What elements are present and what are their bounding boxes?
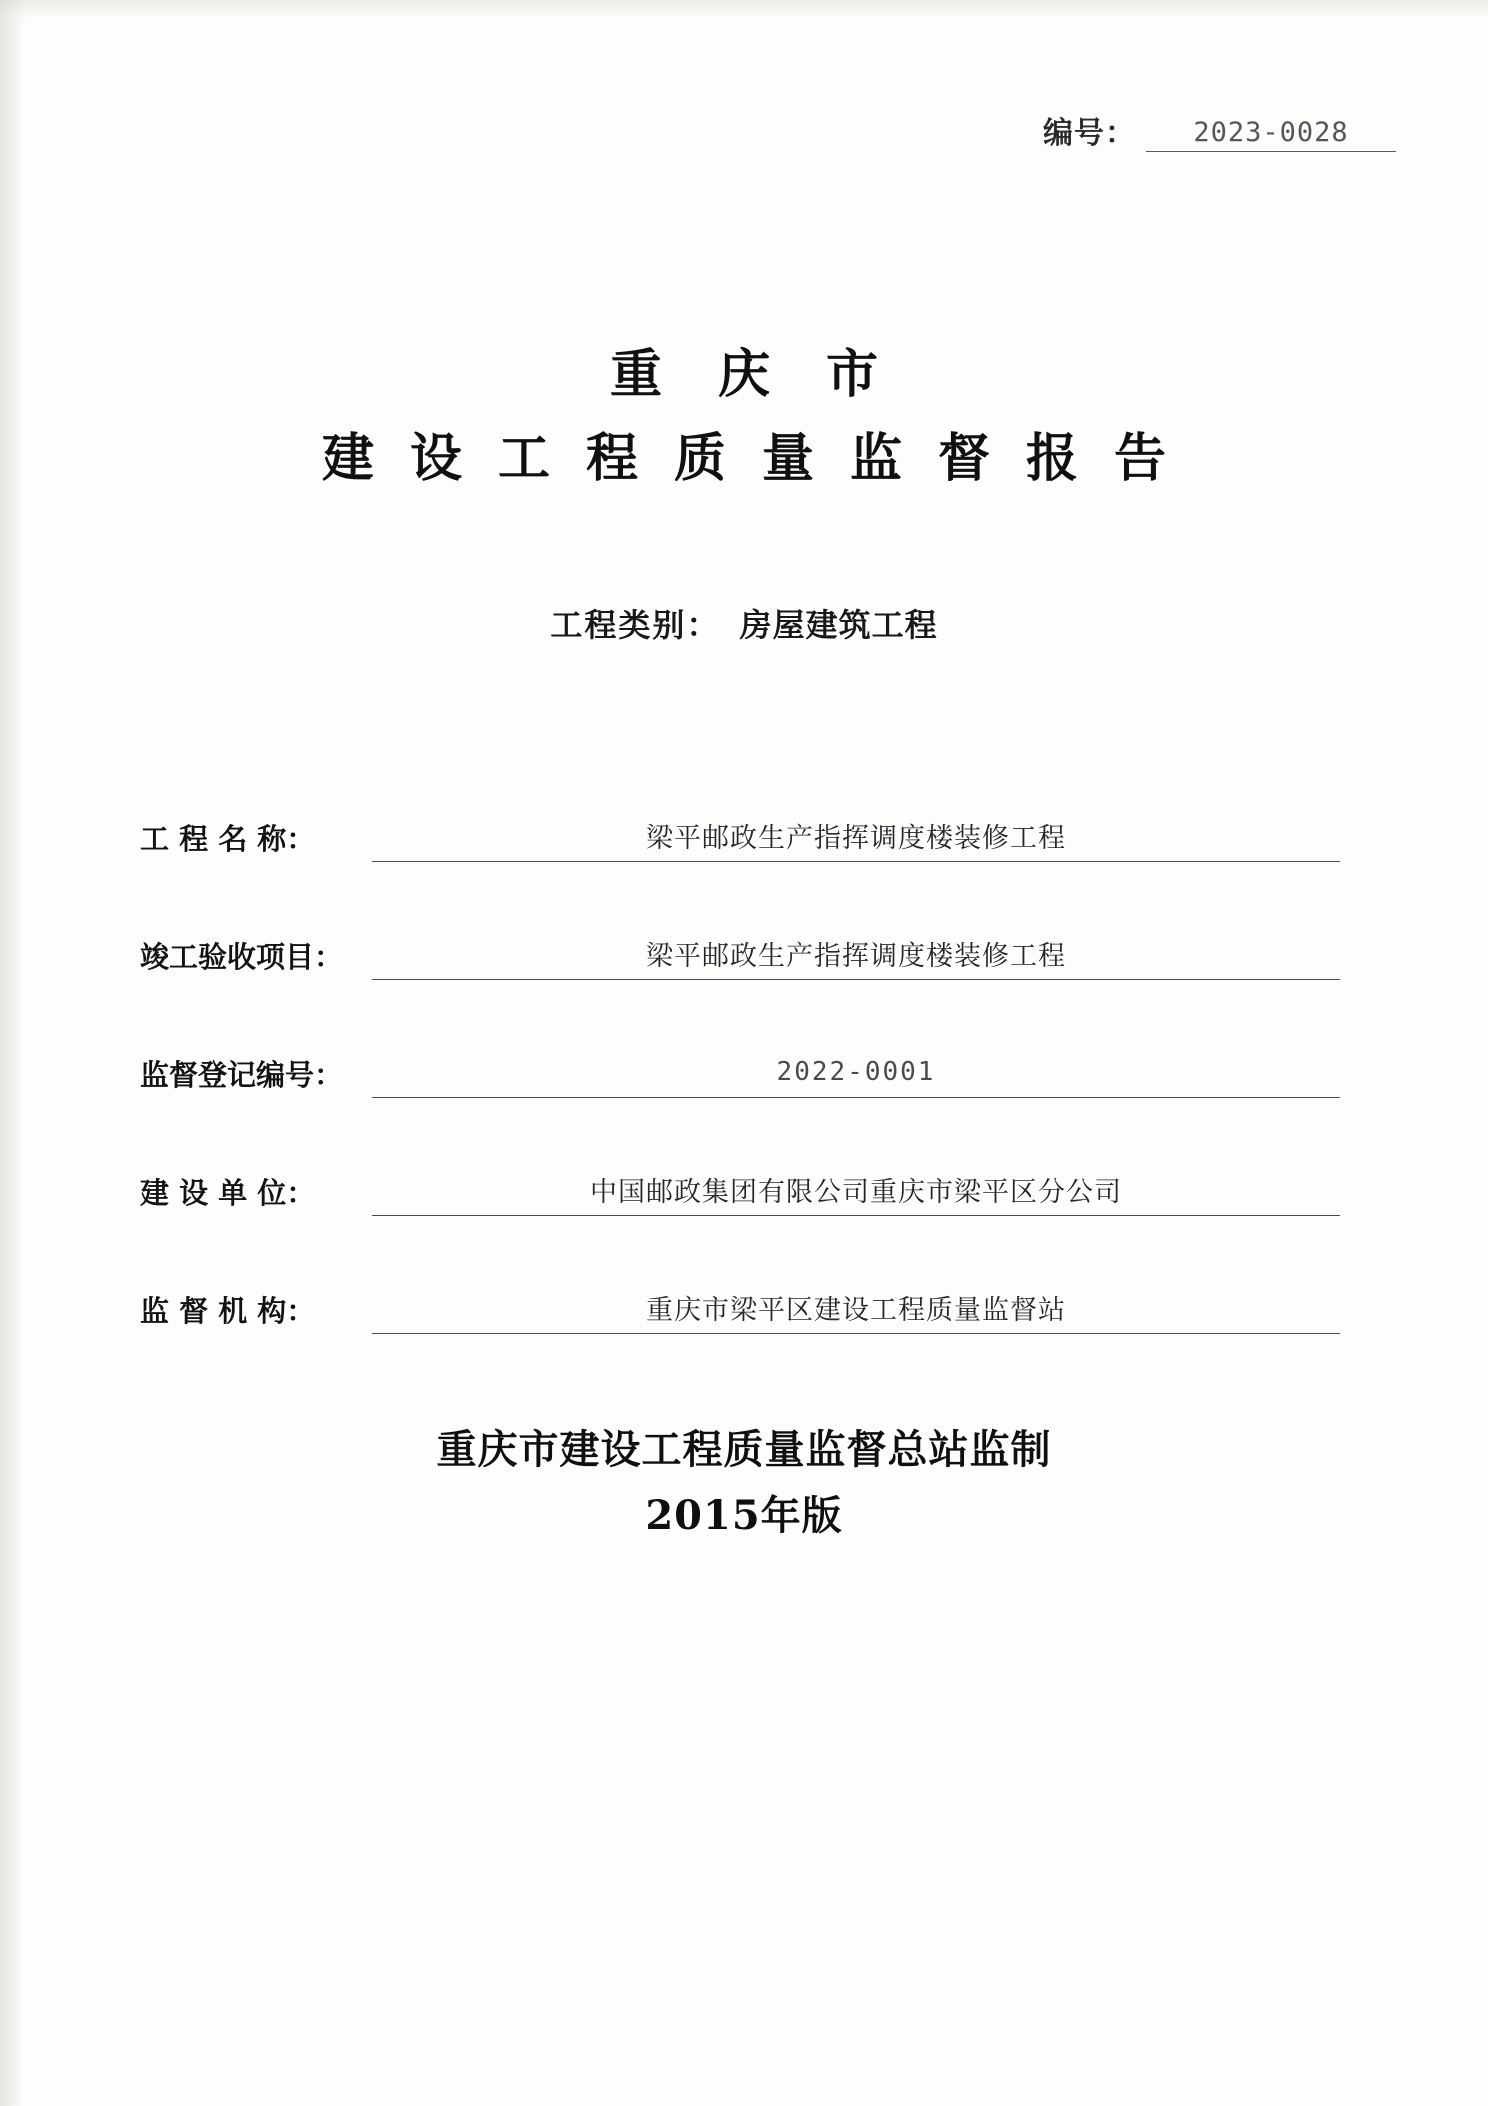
serial-number-label: 编号：: [1043, 116, 1136, 151]
footer-edition: 2015年版: [645, 1492, 843, 1539]
title-line-city: 重庆市: [609, 344, 934, 405]
title-line-main: 建设工程质量监督报告: [321, 428, 1202, 490]
document-title: [0, 340, 1488, 494]
footer-issuer: 重庆市建设工程质量监督总站监制: [436, 1426, 1052, 1473]
project-category-value: 房屋建筑工程: [739, 606, 938, 644]
field-value-completion-item: 梁平邮政生产指挥调度楼装修工程: [372, 934, 1340, 980]
document-footer: [0, 1420, 1488, 1546]
field-value-supervision-agency: 重庆市梁平区建设工程质量监督站: [372, 1288, 1340, 1334]
serial-number-value: 2023-0028: [1146, 117, 1396, 152]
scan-edge-left: [0, 0, 26, 2106]
field-label-completion-item: 竣工验收项目：: [140, 940, 344, 974]
field-row-supervision-agency: [140, 1272, 1340, 1334]
field-label-project-name: 工 程 名 称：: [140, 822, 316, 856]
project-category-row: [0, 600, 1488, 646]
scan-edge-top: [0, 0, 1488, 18]
field-row-completion-item: [140, 918, 1340, 980]
field-value-construction-unit: 中国邮政集团有限公司重庆市梁平区分公司: [372, 1170, 1340, 1216]
field-list: [140, 800, 1340, 1390]
field-label-registration-number: 监督登记编号：: [140, 1058, 344, 1092]
field-row-construction-unit: [140, 1154, 1340, 1216]
field-label-construction-unit: 建 设 单 位：: [140, 1176, 316, 1210]
field-row-registration-number: [140, 1036, 1340, 1098]
project-category-label: 工程类别：: [550, 606, 721, 644]
field-row-project-name: [140, 800, 1340, 862]
field-value-project-name: 梁平邮政生产指挥调度楼装修工程: [372, 816, 1340, 862]
serial-number-row: [1043, 108, 1396, 152]
field-label-supervision-agency: 监 督 机 构：: [140, 1294, 316, 1328]
field-value-registration-number: 2022-0001: [372, 1057, 1340, 1098]
